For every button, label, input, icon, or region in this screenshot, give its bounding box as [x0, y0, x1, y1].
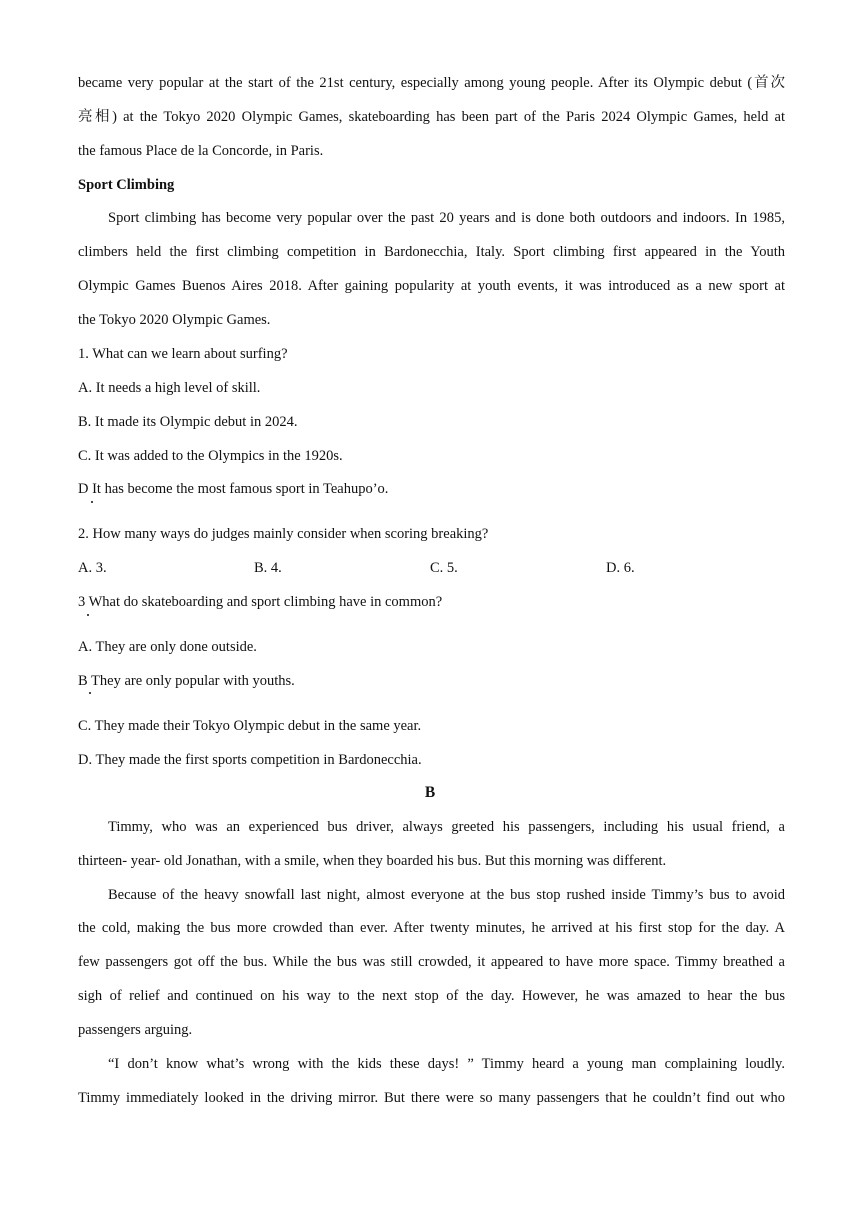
question-1-option-b: B. It made its Olympic debut in 2024. — [78, 414, 298, 430]
passage-b-line-2: thirteen- year- old Jonathan, with a smile, when they boarded his bus. But this morning was different. — [78, 853, 667, 869]
skateboarding-text-line-1: became very popular at the start of the 21st century, especially among young people. After its Olympic debut (首次 — [78, 75, 785, 91]
section-b-heading: B — [424, 784, 436, 801]
passage-b-line-7: passengers arguing. — [78, 1022, 193, 1038]
question-2-option-a: A. 3. — [78, 560, 107, 576]
passage-b-line-9: Timmy immediately looked in the driving mirror. But there were so many passengers that he couldn’t find out who — [78, 1090, 785, 1106]
question-2-stem: 2. How many ways do judges mainly consider when scoring breaking? — [78, 526, 489, 542]
passage-b-line-8: “I don’t know what’s wrong with the kids these days! ” Timmy heard a young man complaining loudly. — [108, 1056, 785, 1072]
stray-dot-mark — [87, 614, 89, 616]
question-1-option-c: C. It was added to the Olympics in the 1920s. — [78, 448, 343, 464]
passage-b-line-6: sigh of relief and continued on his way to the next stop of the day. However, he was amazed to hear the bus — [78, 988, 785, 1004]
question-3-option-c: C. They made their Tokyo Olympic debut in the same year. — [78, 718, 422, 734]
climbing-text-line-3: Olympic Games Buenos Aires 2018. After gaining popularity at youth events, it was introduced as a new sport at — [78, 278, 785, 294]
question-2-option-c: C. 5. — [430, 560, 458, 576]
sport-climbing-heading: Sport Climbing — [78, 177, 175, 193]
climbing-text-line-4: the Tokyo 2020 Olympic Games. — [78, 312, 271, 328]
question-3-stem: 3 What do skateboarding and sport climbing have in common? — [78, 594, 443, 610]
question-1-stem: 1. What can we learn about surfing? — [78, 346, 288, 362]
passage-b-line-3: Because of the heavy snowfall last night, almost everyone at the bus stop rushed inside Timmy’s bus to avoid — [108, 887, 785, 903]
passage-b-line-5: few passengers got off the bus. While the bus was still crowded, it appeared to have more space. Timmy breathed a — [78, 954, 785, 970]
skateboarding-text-line-3: the famous Place de la Concorde, in Paris. — [78, 143, 324, 159]
climbing-text-line-2: climbers held the first climbing competition in Bardonecchia, Italy. Sport climbing first appeared in the Youth — [78, 244, 785, 260]
passage-b-line-4: the cold, making the bus more crowded than ever. After twenty minutes, he arrived at his first stop for the day. A — [78, 920, 785, 936]
climbing-text-line-1: Sport climbing has become very popular over the past 20 years and is done both outdoors and indoors. In 1985, — [108, 210, 785, 226]
skateboarding-text-line-2: 亮相) at the Tokyo 2020 Olympic Games, skateboarding has been part of the Paris 2024 Olympic Games, held at — [78, 109, 785, 125]
question-1-option-a: A. It needs a high level of skill. — [78, 380, 261, 396]
question-1-option-d: D It has become the most famous sport in Teahupo’o. — [78, 481, 389, 497]
question-2-option-d: D. 6. — [606, 560, 635, 576]
stray-dot-mark — [91, 501, 93, 503]
passage-b-line-1: Timmy, who was an experienced bus driver, always greeted his passengers, including his usual friend, a — [108, 819, 785, 835]
question-3-option-b: B They are only popular with youths. — [78, 673, 295, 689]
stray-dot-mark — [89, 692, 91, 694]
question-3-option-a: A. They are only done outside. — [78, 639, 257, 655]
question-3-option-d: D. They made the first sports competition in Bardonecchia. — [78, 752, 422, 768]
question-2-option-b: B. 4. — [254, 560, 282, 576]
